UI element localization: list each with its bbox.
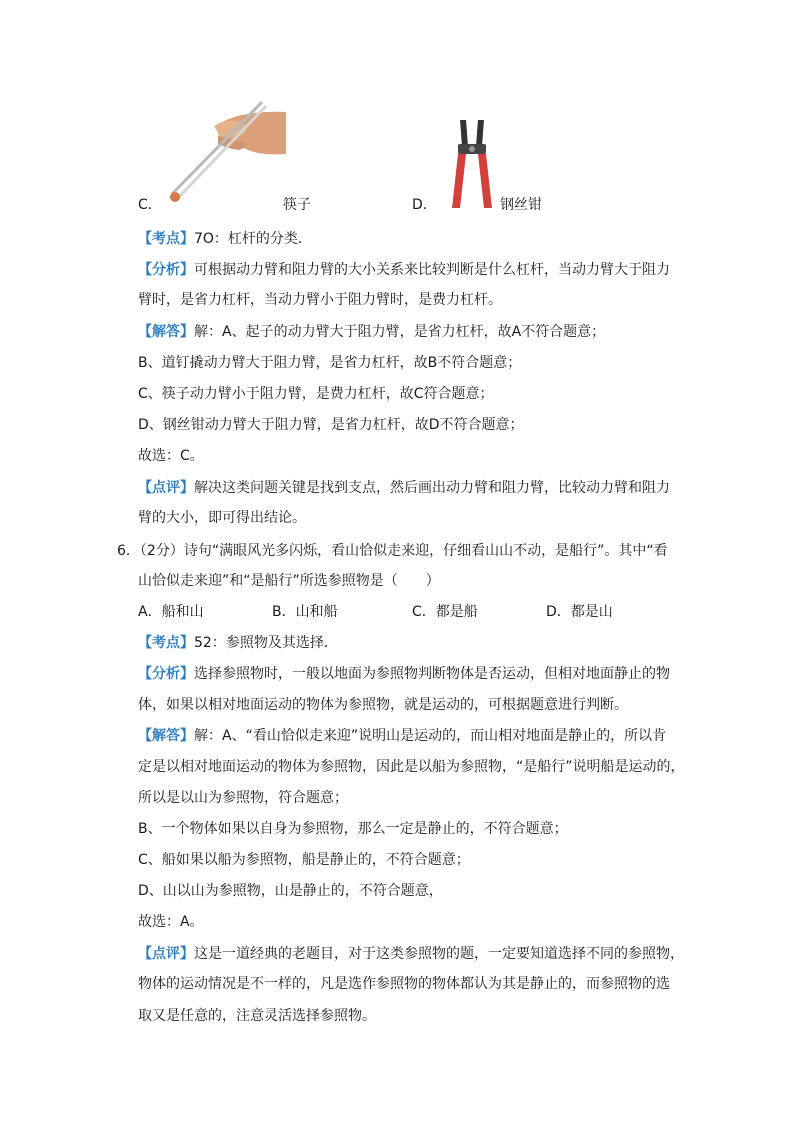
q5-answer: 故选：C。 <box>138 448 204 464</box>
pliers-icon <box>446 116 498 212</box>
q5-dianping-line-1: 【点评】解决这类问题关键是找到支点，然后画出动力臂和阻力臂，比较动力臂和阻力 <box>138 480 670 496</box>
q5-dianping-line-2: 臂的大小，即可得出结论。 <box>138 510 306 526</box>
q5-kaodian: 【考点】7O：杠杆的分类． <box>138 231 312 247</box>
q6-jieda-line-3: 所以是以山为参照物，符合题意； <box>138 790 348 806</box>
q6-dianping-line-3: 取又是任意的，注意灵活选择参照物。 <box>138 1008 376 1024</box>
chopsticks-figure <box>158 96 288 208</box>
pliers-figure <box>446 116 498 212</box>
q5-fenxi-line-2: 臂时，是省力杠杆，当动力臂小于阻力臂时，是费力杠杆。 <box>138 292 502 308</box>
q6-fenxi-line-2: 体，如果以相对地面运动的物体为参照物，就是运动的，可根据题意进行判断。 <box>138 697 628 713</box>
q6-option-b: B．山和船 <box>272 604 338 620</box>
q6-jieda-line-6: D、山以山为参照物，山是静止的，不符合题意， <box>138 883 443 899</box>
q5-fenxi-line-1: 【分析】可根据动力臂和阻力臂的大小关系来比较判断是什么杠杆，当动力臂大于阻力 <box>138 262 670 278</box>
q6-stem-line-2: 山恰似走来迎”和“是船行”所选参照物是（ ） <box>138 573 440 589</box>
option-c-label: C． <box>138 197 162 213</box>
q6-fenxi-line-1: 【分析】选择参照物时，一般以地面为参照物判断物体是否运动，但相对地面静止的物 <box>138 666 670 682</box>
q6-dianping-line-2: 物体的运动情况是不一样的，凡是选作参照物的物体都认为其是静止的，而参照物的选 <box>138 976 670 992</box>
q5-jieda-line-4: D、钢丝钳动力臂大于阻力臂，是省力杠杆，故D不符合题意； <box>138 417 524 433</box>
q5-jieda-line-1: 【解答】解：A、起子的动力臂大于阻力臂，是省力杠杆，故A不符合题意； <box>138 324 606 340</box>
q6-kaodian: 【考点】52：参照物及其选择． <box>138 635 338 651</box>
q6-option-d: D．都是山 <box>546 604 613 620</box>
q6-answer: 故选：A。 <box>138 914 204 930</box>
chopsticks-hand-icon <box>158 96 288 208</box>
q6-option-a: A．船和山 <box>138 604 204 620</box>
q6-jieda-line-4: B、一个物体如果以自身为参照物，那么一定是静止的，不符合题意； <box>138 821 568 837</box>
q5-jieda-line-2: B、道钉撬动力臂大于阻力臂，是省力杠杆，故B不符合题意； <box>138 355 522 371</box>
pliers-caption: 钢丝钳 <box>500 197 542 213</box>
q6-jieda-line-1: 【解答】解：A、“看山恰似走来迎”说明山是运动的，而山相对地面是静止的，所以肯 <box>138 728 667 744</box>
q6-jieda-line-2: 定是以相对地面运动的物体为参照物，因此是以船为参照物，“是船行”说明船是运动的， <box>138 759 685 775</box>
q5-jieda-line-3: C、筷子动力臂小于阻力臂，是费力杠杆，故C符合题意； <box>138 386 494 402</box>
q6-option-c: C．都是船 <box>412 604 478 620</box>
q6-jieda-line-5: C、船如果以船为参照物，船是静止的，不符合题意； <box>138 852 470 868</box>
q6-stem-line-1: 6．（2分）诗句“满眼风光多闪烁，看山恰似走来迎，仔细看山山不动，是船行”。其中“看 <box>117 543 668 559</box>
chopsticks-caption: 筷子 <box>283 197 311 213</box>
q6-dianping-line-1: 【点评】这是一道经典的老题目，对于这类参照物的题，一定要知道选择不同的参照物， <box>138 946 684 962</box>
option-d-label: D． <box>412 197 437 213</box>
